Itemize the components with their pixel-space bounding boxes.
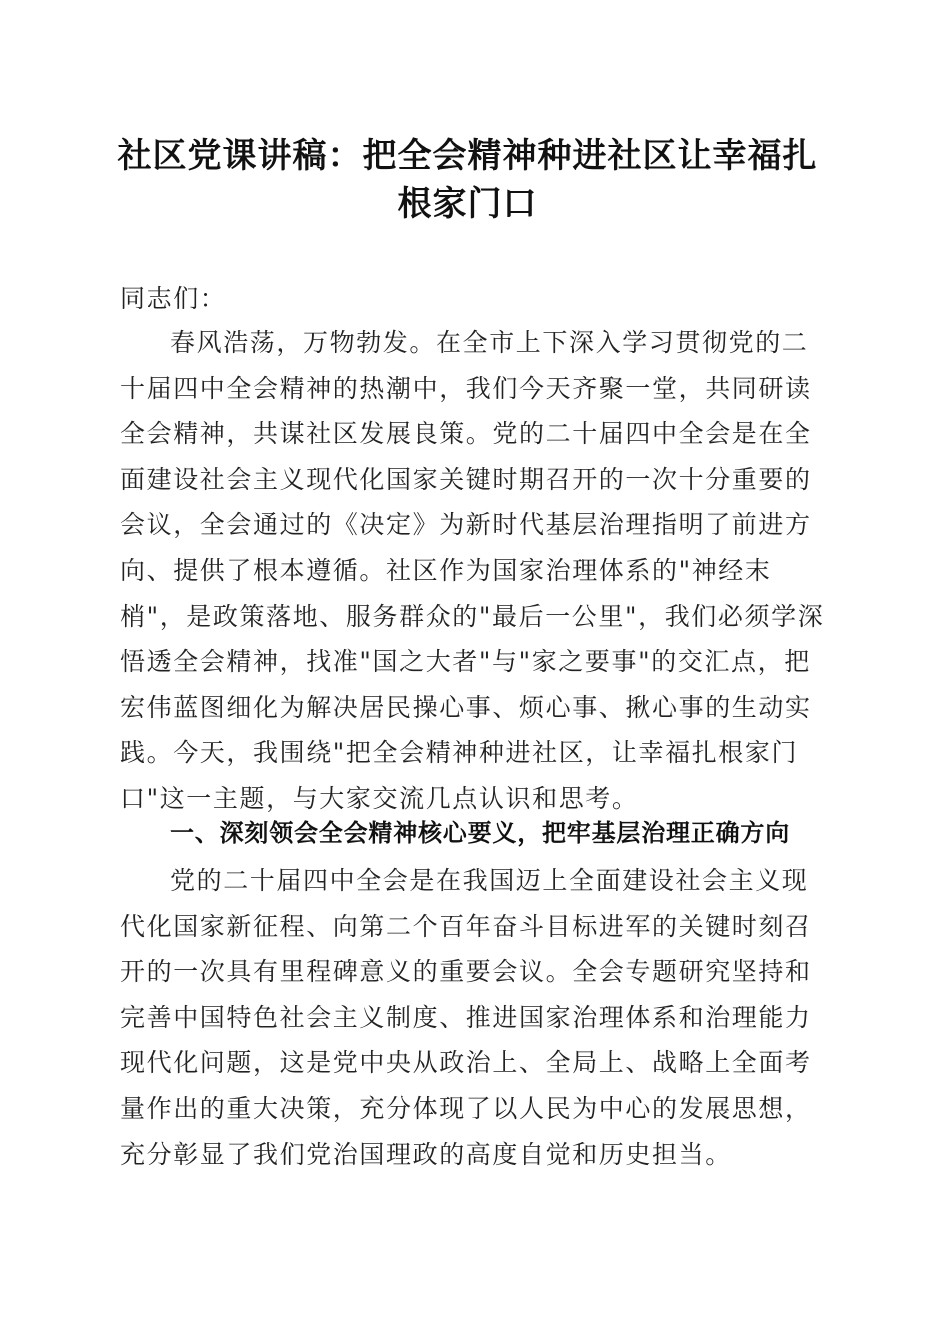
document-title bbox=[95, 132, 840, 228]
paragraph-intro: 春风浩荡，万物勃发。在全市上下深入学习贯彻党的二十届四中全会精神的热潮中，我们今天齐聚一堂，共同研读全会精神，共谋社区发展良策。党的二十届四中全会是在全面建设社会主义现代化国家关键时期召开的一次十分重要的会议，全会通过的《决定》为新时代基层治理指明了前进方向、提供了根本遵循。社区作为国家治理体系的"神经末梢"，是政策落地、服务群众的"最后一公里"，我们必须学深悟透全会精神，找准"国之大者"与"家之要事"的交汇点，把宏伟蓝图细化为解决居民操心事、烦心事、揪心事的生动实践。今天，我围绕"把全会精神种进社区，让幸福扎根家门口"这一主题，与大家交流几点认识和思考。 bbox=[120, 328, 825, 813]
paragraph-section-1: 党的二十届四中全会是在我国迈上全面建设社会主义现代化国家新征程、向第二个百年奋斗目标进军的关键时刻召开的一次具有里程碑意义的重要会议。全会专题研究坚持和完善中国特色社会主义制度、推进国家治理体系和治理能力现代化问题，这是党中央从政治上、全局上、战略上全面考量作出的重大决策，充分体现了以人民为中心的发展思想，充分彰显了我们党治国理政的高度自觉和历史担当。 bbox=[120, 866, 812, 1169]
title-line-2: 根家门口 bbox=[397, 184, 538, 224]
title-line-1: 社区党课讲稿：把全会精神种进社区让幸福扎 bbox=[117, 136, 818, 176]
greeting: 同志们： bbox=[120, 284, 227, 313]
section-heading-1: 一、深刻领会全会精神核心要义，把牢基层治理正确方向 bbox=[170, 819, 790, 847]
